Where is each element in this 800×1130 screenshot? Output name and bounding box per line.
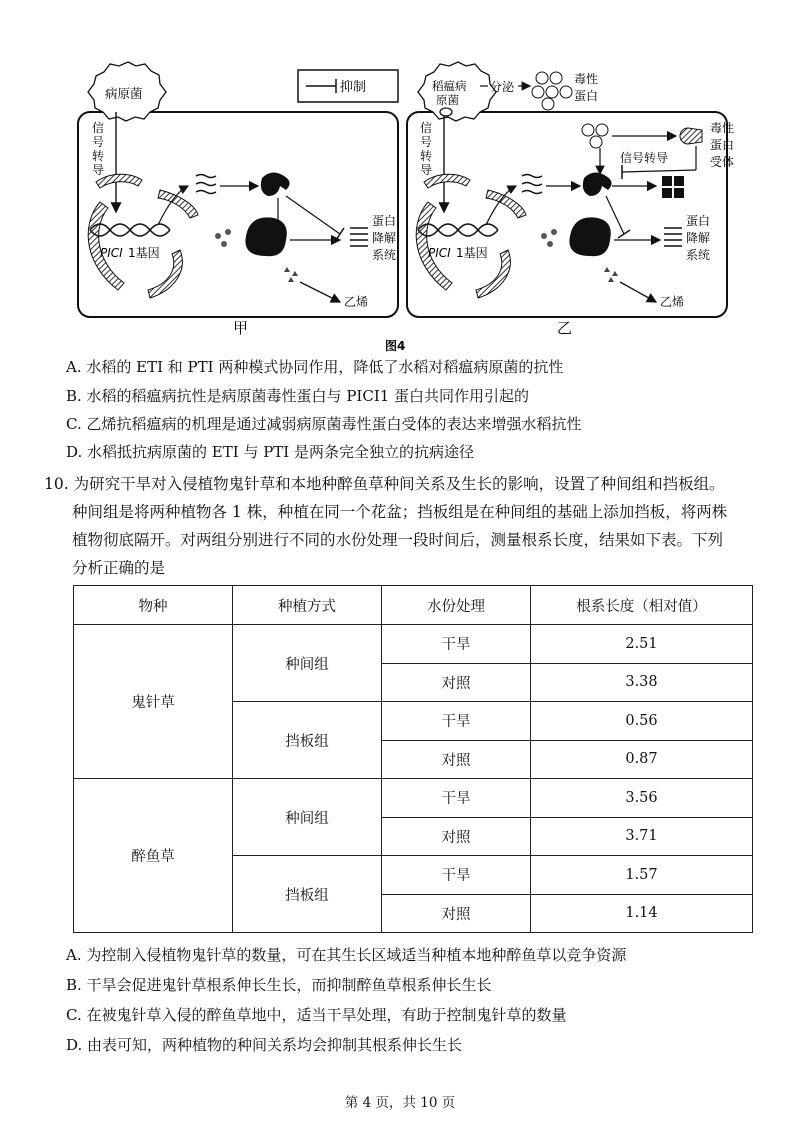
water-cell: 干旱: [382, 702, 531, 741]
svg-text:号: 号: [420, 135, 433, 149]
method-cell: 挡板组: [233, 702, 382, 779]
header-method: 种植方式: [233, 586, 382, 625]
value-cell: 3.71: [531, 817, 753, 856]
q9-option-c: C. 乙烯抗稻瘟病的机理是通过减弱病原菌毒性蛋白受体的表达来增强水稻抗性: [66, 415, 582, 433]
panel-right: [407, 62, 734, 317]
header-water: 水份处理: [382, 586, 531, 625]
value-cell: 3.38: [531, 663, 753, 702]
value-cell: 1.14: [531, 894, 753, 933]
svg-text:受体: 受体: [710, 155, 735, 169]
svg-text:分泌: 分泌: [490, 80, 515, 94]
svg-text:乙烯: 乙烯: [344, 295, 369, 309]
method-cell: 挡板组: [233, 856, 382, 933]
method-cell: 种间组: [233, 779, 382, 856]
table-header-row: [74, 586, 753, 625]
q10-option-d: D. 由表可知，两种植物的种间关系均会抑制其根系伸长生长: [66, 1036, 463, 1054]
svg-text:蛋白: 蛋白: [574, 89, 599, 103]
figure-caption: 图4: [385, 339, 406, 353]
svg-text:降解: 降解: [686, 231, 711, 245]
q9-option-b: B. 水稻的稻瘟病抗性是病原菌毒性蛋白与 PICI1 蛋白共同作用引起的: [66, 387, 530, 405]
water-cell: 干旱: [382, 856, 531, 895]
water-cell: 对照: [382, 663, 531, 702]
method-cell: 种间组: [233, 625, 382, 702]
value-cell: 0.56: [531, 702, 753, 741]
q10-stem-line-1: 10. 为研究干旱对入侵植物鬼针草和本地种醉鱼草种间关系及生长的影响，设置了种间组和挡板组。: [44, 475, 725, 493]
q10-stem-line-2: 种间组是将两种植物各 1 株，种植在同一个花盆；挡板组是在种间组的基础上添加挡板，将两株: [72, 503, 728, 521]
svg-text:病原菌: 病原菌: [105, 86, 143, 101]
q10-stem-line-4: 分析正确的是: [72, 559, 166, 577]
figure-4: [0, 0, 800, 355]
value-cell: 3.56: [531, 779, 753, 818]
q9-option-a: A. 水稻的 ETI 和 PTI 两种模式协同作用，降低了水稻对稻瘟病原菌的抗性: [66, 358, 564, 376]
svg-text:信: 信: [420, 121, 433, 135]
svg-text:系统: 系统: [686, 248, 711, 262]
svg-text:PICI: PICI: [428, 246, 451, 260]
svg-text:信: 信: [92, 121, 105, 135]
svg-text:毒性: 毒性: [574, 72, 599, 86]
svg-text:乙烯: 乙烯: [660, 295, 685, 309]
header-species: 物种: [74, 586, 233, 625]
page-footer: 第 4 页，共 10 页: [344, 1095, 456, 1111]
svg-text:转: 转: [92, 149, 105, 163]
water-cell: 干旱: [382, 625, 531, 664]
value-cell: 1.57: [531, 856, 753, 895]
q9-option-d: D. 水稻抵抗病原菌的 ETI 与 PTI 是两条完全独立的抗病途径: [66, 443, 475, 461]
panel-label-left: 甲: [233, 319, 249, 337]
water-cell: 干旱: [382, 779, 531, 818]
svg-text:蛋白: 蛋白: [686, 214, 711, 228]
svg-text:抑制: 抑制: [340, 80, 367, 95]
table-row: [74, 625, 753, 664]
svg-text:导: 导: [420, 163, 433, 177]
water-cell: 对照: [382, 817, 531, 856]
svg-text:转: 转: [420, 149, 433, 163]
water-cell: 对照: [382, 894, 531, 933]
q10-option-b: B. 干旱会促进鬼针草根系伸长生长，而抑制醉鱼草根系伸长生长: [66, 976, 492, 994]
species-cell: 醉鱼草: [74, 779, 233, 933]
svg-text:蛋白: 蛋白: [372, 214, 397, 228]
svg-text:号: 号: [92, 135, 105, 149]
svg-text:系统: 系统: [372, 248, 397, 262]
svg-text:1基因: 1基因: [456, 246, 488, 260]
svg-text:PICI: PICI: [100, 246, 123, 260]
species-cell: 鬼针草: [74, 625, 233, 779]
value-cell: 0.87: [531, 740, 753, 779]
root-length-table: [73, 585, 753, 933]
table-row: [74, 779, 753, 818]
svg-text:1基因: 1基因: [128, 246, 160, 260]
water-cell: 对照: [382, 740, 531, 779]
header-root-length: 根系长度（相对值）: [531, 586, 753, 625]
value-cell: 2.51: [531, 625, 753, 664]
svg-text:导: 导: [92, 163, 105, 177]
q10-option-c: C. 在被鬼针草入侵的醉鱼草地中，适当干旱处理，有助于控制鬼针草的数量: [66, 1006, 567, 1024]
svg-text:稻瘟病: 稻瘟病: [432, 79, 467, 93]
svg-text:原菌: 原菌: [436, 93, 459, 107]
panel-label-right: 乙: [557, 319, 573, 337]
q10-stem-line-3: 植物彻底隔开。对两组分别进行不同的水份处理一段时间后，测量根系长度，结果如下表。下列: [72, 531, 724, 549]
q10-option-a: A. 为控制入侵植物鬼针草的数量，可在其生长区域适当种植本地种醉鱼草以竞争资源: [66, 946, 627, 964]
legend-inhibit: [298, 70, 398, 102]
svg-text:降解: 降解: [372, 231, 397, 245]
svg-text:信号转导: 信号转导: [620, 151, 669, 165]
svg-text:毒性: 毒性: [710, 121, 735, 135]
svg-text:蛋白: 蛋白: [710, 138, 735, 152]
